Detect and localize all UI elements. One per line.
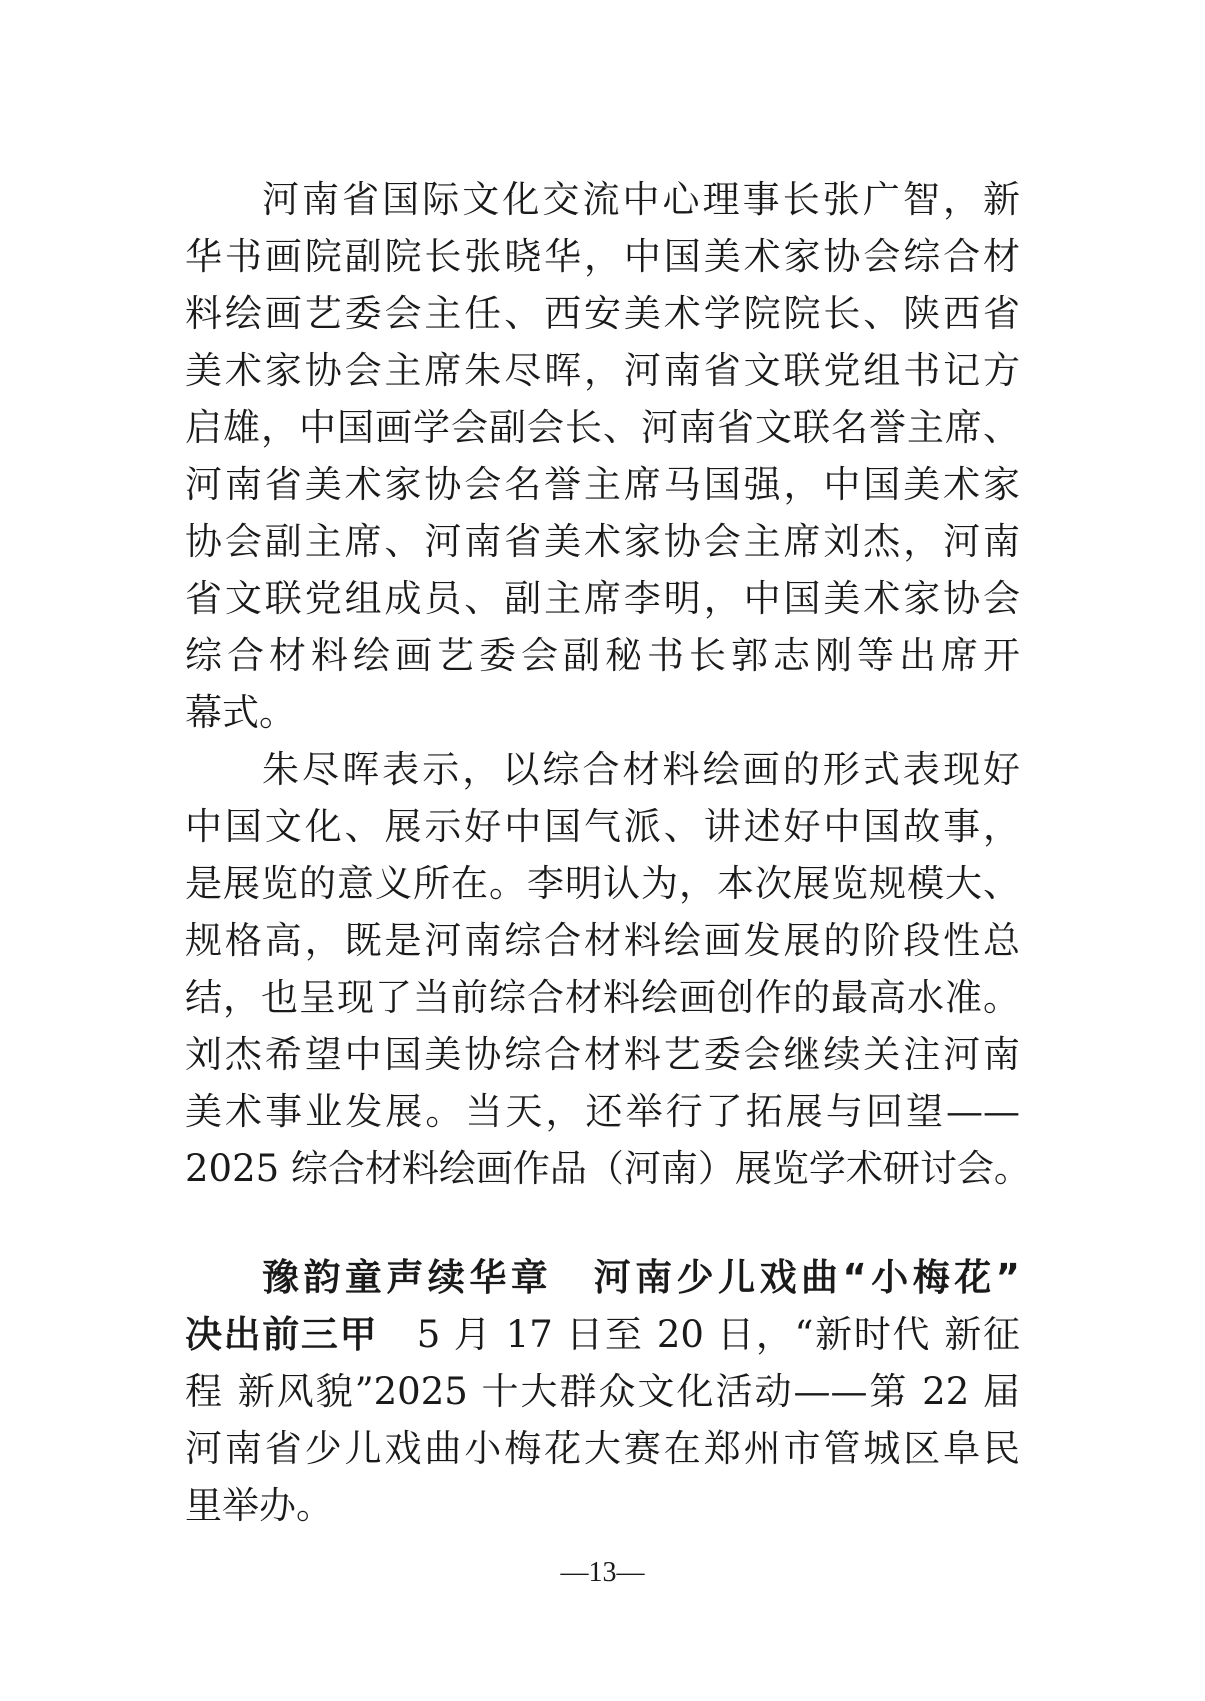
section-line: 河南省少儿戏曲小梅花大赛在郑州市管城区阜民 xyxy=(185,1427,1020,1470)
section-headline-continued: 决出前三甲 xyxy=(185,1313,379,1356)
paragraph-1-line: 省文联党组成员、副主席李明，中国美术家协会 xyxy=(185,577,1020,620)
paragraph-2-line: 结，也呈现了当前综合材料绘画创作的最高水准。 xyxy=(185,976,1020,1019)
paragraph-1-line: 河南省国际文化交流中心理事长张广智，新 xyxy=(262,178,1020,221)
paragraph-1-line: 料绘画艺委会主任、西安美术学院院长、陕西省 xyxy=(185,292,1020,335)
section-line: 里举办。 xyxy=(185,1484,333,1527)
paragraph-1-line: 美术家协会主席朱尽晖，河南省文联党组书记方 xyxy=(185,349,1020,392)
paragraph-1-line: 启雄，中国画学会副会长、河南省文联名誉主席、 xyxy=(185,406,1020,449)
section-lead-line xyxy=(185,1307,1020,1363)
paragraph-1-line: 幕式。 xyxy=(185,691,296,734)
paragraph-2-line: 2025 综合材料绘画作品（河南）展览学术研讨会。 xyxy=(185,1147,1031,1190)
paragraph-1-line: 综合材料绘画艺委会副秘书长郭志刚等出席开 xyxy=(185,634,1020,677)
section-line: 程 新风貌”2025 十大群众文化活动——第 22 届 xyxy=(185,1370,1020,1413)
section-headline: 豫韵童声续华章 河南少儿戏曲“小梅花” xyxy=(262,1256,1020,1299)
section-lead-text: 5 月 17 日至 20 日，“新时代 新征 xyxy=(378,1313,1020,1356)
paragraph-2-line: 规格高，既是河南综合材料绘画发展的阶段性总 xyxy=(185,919,1020,962)
paragraph-2-line: 朱尽晖表示，以综合材料绘画的形式表现好 xyxy=(262,748,1020,791)
paragraph-2-line: 中国文化、展示好中国气派、讲述好中国故事， xyxy=(185,805,1020,848)
paragraph-2-line: 刘杰希望中国美协综合材料艺委会继续关注河南 xyxy=(185,1033,1020,1076)
paragraph-2-line: 美术事业发展。当天，还举行了拓展与回望—— xyxy=(185,1090,1020,1133)
paragraph-2-line: 是展览的意义所在。李明认为，本次展览规模大、 xyxy=(185,862,1020,905)
page-number: —13— xyxy=(560,1557,645,1588)
paragraph-1-line: 河南省美术家协会名誉主席马国强，中国美术家 xyxy=(185,463,1020,506)
paragraph-1-line: 华书画院副院长张晓华，中国美术家协会综合材 xyxy=(185,235,1020,278)
paragraph-1-line: 协会副主席、河南省美术家协会主席刘杰，河南 xyxy=(185,520,1020,563)
